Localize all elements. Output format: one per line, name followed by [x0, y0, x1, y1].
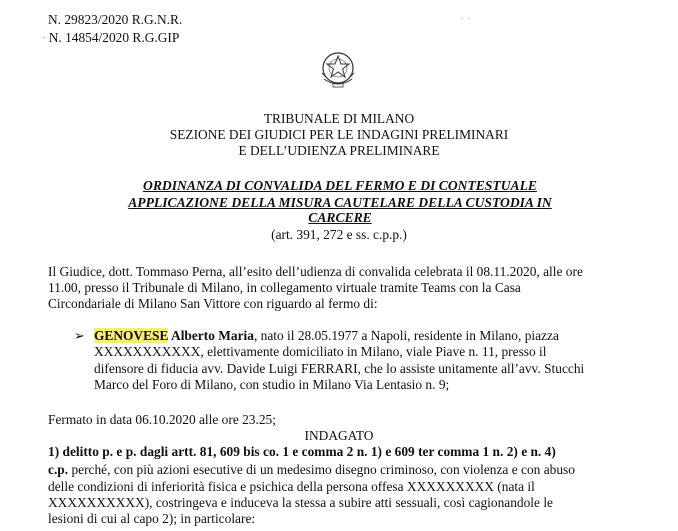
- intro-line-2: 11.00, presso il Tribunale di Milano, in collegamento virtuale tramite Teams con la Casa: [48, 280, 521, 295]
- person-names: Alberto Maria: [168, 328, 254, 343]
- rggip-number: ∙ N. 14854/2020 R.G.GIP: [42, 30, 180, 45]
- intro-line-3: Circondariale di Milano San Vittore con riguardo al fermo di:: [48, 296, 378, 311]
- person-line-4: Marco del Foro di Milano, con studio in Milano Via Lentasio n. 9;: [94, 377, 450, 392]
- charge-cp: c.p.: [48, 462, 69, 477]
- document-title-line-2: APPLICAZIONE DELLA MISURA CAUTELARE DELLA CUSTODIA IN: [128, 195, 552, 210]
- arrow-bullet-icon: ➢: [74, 328, 85, 343]
- intro-line-1: Il Giudice, dott. Tommaso Perna, all’esito dell’udienza di convalida celebrata il 08.11.2020, alle ore: [48, 264, 583, 279]
- person-surname: GENOVESE: [94, 328, 169, 343]
- person-line-2: XXXXXXXXXXX, elettivamente domiciliato in Milano, viale Piave n. 11, presso il: [94, 344, 547, 359]
- charge-text: perché, con più azioni esecutive di un medesimo disegno criminoso, con violenza e con abuso: [68, 462, 575, 477]
- court-section: SEZIONE DEI GIUDICI PER LE INDAGINI PRELIMINARI: [169, 127, 509, 142]
- rgnr-number: N. 29823/2020 R.G.N.R.: [48, 12, 183, 27]
- charge-line-5: lesioni di cui al capo 2); in particolare:: [48, 511, 256, 526]
- person-line-1: [94, 328, 559, 344]
- republic-emblem-icon: [318, 47, 358, 91]
- person-details: , nato il 28.05.1977 a Napoli, residente in Milano, piazza: [253, 328, 559, 343]
- scan-mark: ‧ ‧: [460, 12, 471, 26]
- document-title-line-3: CARCERE: [308, 210, 372, 225]
- court-name: TRIBUNALE DI MILANO: [263, 111, 415, 126]
- charge-line-3: delle condizioni di inferiorità fisica e psichica della persona offesa XXXXXXXXX (nata il: [48, 479, 535, 494]
- court-section-2: E DELL’UDIENZA PRELIMINARE: [238, 143, 440, 158]
- fermo-date: Fermato in data 06.10.2020 alle ore 23.25;: [48, 412, 276, 427]
- charge-line-2: [48, 462, 575, 478]
- indagato-heading: INDAGATO: [304, 428, 374, 443]
- rggip-text: N. 14854/2020 R.G.GIP: [48, 30, 180, 45]
- charge-line-4: XXXXXXXXXX), costringeva e induceva la stessa a subire atti sessuali, così cagionandole le: [48, 495, 553, 510]
- charge-line-1: 1) delitto p. e p. dagli artt. 81, 609 bis co. 1 e comma 2 n. 1) e 609 ter comma 1 n. 2) e n. 4): [48, 444, 556, 459]
- document-title-line-1: ORDINANZA DI CONVALIDA DEL FERMO E DI CONTESTUALE: [143, 178, 537, 193]
- document-subtitle: (art. 391, 272 e ss. c.p.p.): [271, 227, 407, 242]
- person-line-3: difensore di fiducia avv. Davide Luigi FERRARI, che lo assiste unitamente all’avv. Stucchi: [94, 361, 585, 376]
